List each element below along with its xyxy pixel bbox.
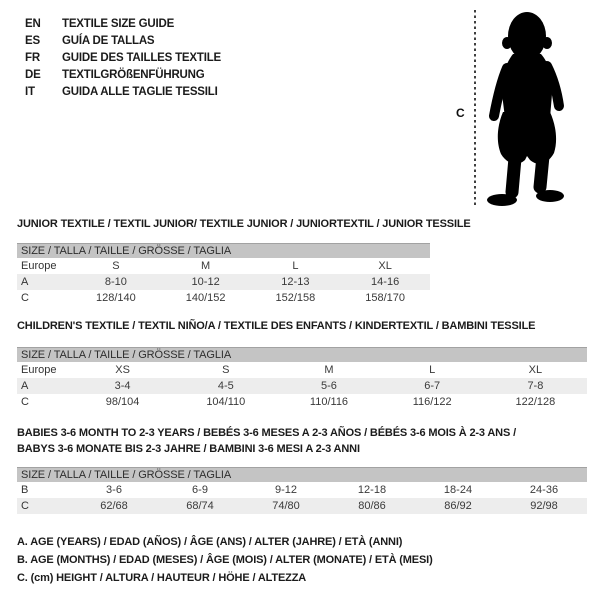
language-code: FR [25,51,40,64]
row-label: Europe [21,260,57,272]
table-cell: 116/122 [412,396,452,408]
baby-silhouette-icon [483,10,571,210]
table-cell: 3-6 [106,484,122,496]
language-code: DE [25,68,41,81]
table-rows [17,482,587,514]
table-cell: 24-36 [529,484,559,496]
row-label: C [21,500,29,512]
table-cell: 6-9 [192,484,208,496]
table-cell: M [324,364,334,376]
table-rows [17,362,587,410]
table-cell: 14-16 [371,276,400,288]
size-header-bar: SIZE / TALLA / TAILLE / GRÖSSE / TAGLIA [17,467,587,482]
table-cell: XL [378,260,392,272]
language-row [25,83,221,100]
table-cell: XL [528,364,543,376]
row-label: C [21,292,29,304]
table-junior-textile [17,218,471,306]
table-cell: 3-4 [114,380,131,392]
table-cell: 80/86 [358,500,386,512]
table-cell: 98/104 [105,396,140,408]
table-cell: 12-18 [357,484,387,496]
table-title: BABIES 3-6 MONTH TO 2-3 YEARS / BEBÉS 3-6 MESES A 2-3 AÑOS / BÉBÉS 3-6 MOIS À 2-3 ANS / [17,427,516,439]
table-row [17,498,587,514]
table-row [17,378,587,394]
language-list [25,15,221,100]
table-cell: 7-8 [527,380,544,392]
height-marker-label: C [456,106,465,120]
table-cell: XS [115,364,130,376]
table-cell: 140/152 [185,292,226,304]
table-row [17,362,587,378]
language-code: ES [25,34,40,47]
table-row [17,482,587,498]
table-cell: 92/98 [530,500,558,512]
table-rows [17,258,430,306]
table-cell: 9-12 [274,484,298,496]
language-row [25,66,221,83]
table-cell: S [222,364,230,376]
footnotes [17,536,433,590]
height-dotted-line [474,10,476,208]
table-cell: 86/92 [444,500,472,512]
table-title: JUNIOR TEXTILE / TEXTIL JUNIOR/ TEXTILE JUNIOR / JUNIORTEXTIL / JUNIOR TESSILE [17,218,471,230]
table-title: CHILDREN'S TEXTILE / TEXTIL NIÑO/A / TEXTILE DES ENFANTS / KINDERTEXTIL / BAMBINI TESSILE [17,320,536,332]
table-cell: 104/110 [206,396,246,408]
table-cell: 74/80 [272,500,300,512]
language-code: IT [25,85,35,98]
table-cell: S [112,260,120,272]
table-childrens-textile [17,320,587,410]
row-label: B [21,484,29,496]
language-label: GUIDE DES TAILLES TEXTILE [62,51,221,64]
language-row [25,15,221,32]
table-row [17,394,587,410]
footnote-c: C. (cm) HEIGHT / ALTURA / HAUTEUR / HÖHE / ALTEZZA [17,572,307,584]
language-row [25,32,221,49]
table-row [17,274,430,290]
row-label: C [21,396,29,408]
language-row [25,49,221,66]
table-cell: 10-12 [191,276,220,288]
table-row [17,290,430,306]
language-code: EN [25,17,41,30]
table-cell: L [429,364,436,376]
language-label: GUÍA DE TALLAS [62,34,155,47]
language-label: GUIDA ALLE TAGLIE TESSILI [62,85,218,98]
table-cell: M [201,260,211,272]
table-row [17,258,430,274]
table-babies-textile [17,425,587,514]
table-cell: 68/74 [186,500,214,512]
table-cell: 128/140 [95,292,136,304]
table-cell: 122/128 [515,396,556,408]
table-cell: 8-10 [104,276,127,288]
table-cell: 4-5 [217,380,234,392]
row-label: Europe [21,364,57,376]
row-label: A [21,380,29,392]
language-label: TEXTILE SIZE GUIDE [62,17,175,30]
size-header-bar: SIZE / TALLA / TAILLE / GRÖSSE / TAGLIA [17,347,587,362]
table-cell: 12-13 [281,276,310,288]
language-label: TEXTILGRÖßENFÜHRUNG [62,68,205,81]
table-cell: 18-24 [443,484,473,496]
size-header-bar: SIZE / TALLA / TAILLE / GRÖSSE / TAGLIA [17,243,430,258]
table-title: BABYS 3-6 MONATE BIS 2-3 JAHRE / BAMBINI 3-6 MESI A 2-3 ANNI [17,443,360,455]
table-cell: 158/170 [365,292,405,304]
footnote-b: B. AGE (MONTHS) / EDAD (MESES) / ÂGE (MOIS) / ALTER (MONATE) / ETÀ (MESI) [17,554,433,566]
table-cell: 110/116 [309,396,349,408]
footnote-a: A. AGE (YEARS) / EDAD (AÑOS) / ÂGE (ANS) / ALTER (JAHRE) / ETÀ (ANNI) [17,536,403,548]
row-label: A [21,276,29,288]
table-cell: 5-6 [321,380,337,392]
table-cell: 6-7 [424,380,441,392]
table-cell: 152/158 [275,292,316,304]
table-cell: 62/68 [100,500,128,512]
table-cell: L [292,260,299,272]
